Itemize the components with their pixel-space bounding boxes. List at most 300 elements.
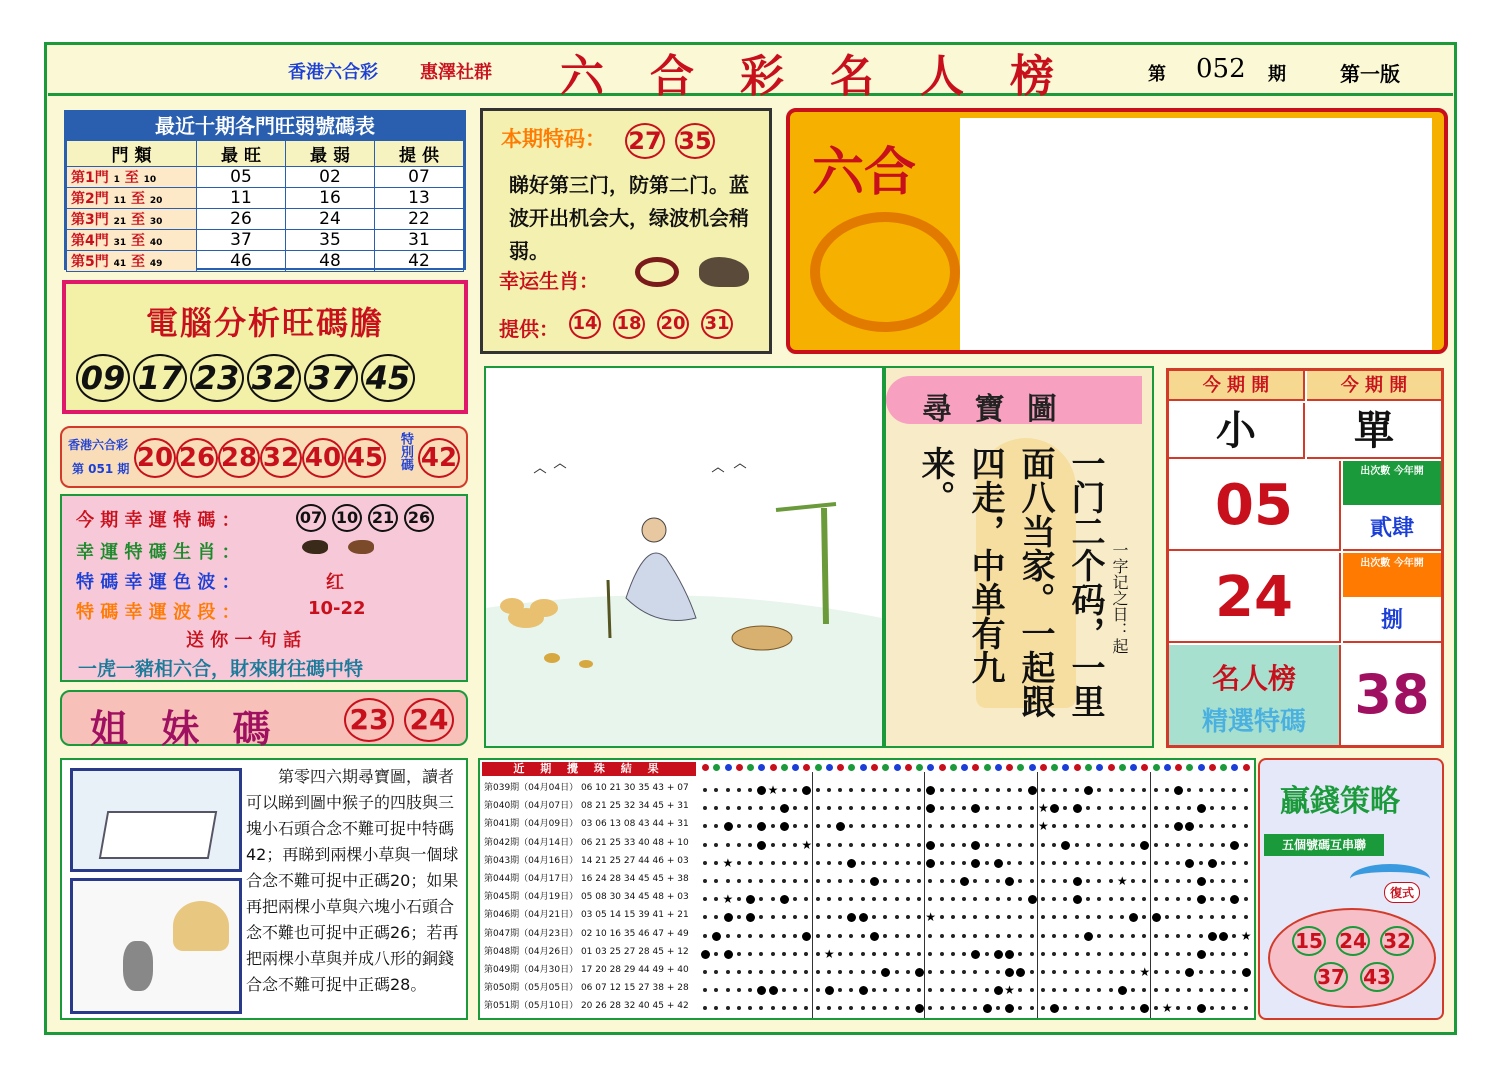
grid-dot [1120, 861, 1124, 865]
lucky-special-label: 今 期 幸 運 特 碼 ： [76, 510, 240, 531]
grid-dot [804, 861, 808, 865]
max-cell: 46 [197, 251, 286, 272]
grid-dot [985, 861, 989, 865]
grid-dot [1154, 861, 1158, 865]
grid-dot [737, 988, 741, 992]
grid-dot [906, 879, 910, 883]
color-ball-header [927, 764, 934, 771]
grid-dot [748, 952, 752, 956]
grid-dot [804, 952, 808, 956]
grid-dot [771, 952, 775, 956]
grid-dot [883, 806, 887, 810]
grid-dot [928, 934, 932, 938]
grid-dot [703, 897, 707, 901]
grid-dot [1063, 988, 1067, 992]
grid-dot [1210, 824, 1214, 828]
grid-dot [759, 934, 763, 938]
grid-dot [872, 970, 876, 974]
hit-marker [1140, 841, 1149, 850]
grid-dot [1086, 897, 1090, 901]
grid-dot [951, 806, 955, 810]
grid-dot [1052, 824, 1056, 828]
hit-marker [994, 986, 1003, 995]
number-ball: 14 [569, 309, 601, 339]
grid-dot [1018, 897, 1022, 901]
grid-dot [793, 897, 797, 901]
grid-dot [872, 824, 876, 828]
grid-dot [928, 824, 932, 828]
grid-dot [1018, 788, 1022, 792]
table-header-row [67, 141, 464, 167]
number-ball: 24 [1336, 926, 1370, 956]
grid-dot [737, 897, 741, 901]
grid-dot [1018, 1006, 1022, 1010]
range-to-label: 至 [131, 254, 146, 270]
grid-divider [812, 772, 813, 1018]
grid-dot [1086, 806, 1090, 810]
grid-dot [1210, 970, 1214, 974]
grid-dot [996, 843, 1000, 847]
grid-dot [906, 824, 910, 828]
grid-dot [793, 861, 797, 865]
grid-dot [861, 806, 865, 810]
hit-marker [1152, 913, 1161, 922]
grid-dot [838, 970, 842, 974]
grid-dot [1210, 788, 1214, 792]
times-label: 出次數 今年開 [1343, 553, 1441, 597]
hit-marker [724, 822, 733, 831]
history-row: 第040期（04月07日） 08 21 25 32 34 45 + 31 [484, 801, 689, 812]
book-illustration [70, 768, 242, 872]
grid-dot [895, 970, 899, 974]
grid-dot [951, 970, 955, 974]
grid-dot [1018, 824, 1022, 828]
grid-dot [1131, 879, 1135, 883]
grid-dot [940, 788, 944, 792]
grid-dot [1109, 897, 1113, 901]
grid-dot [748, 970, 752, 974]
max-cell: 11 [197, 188, 286, 209]
grid-dot [703, 988, 707, 992]
grid-dot [1221, 897, 1225, 901]
grid-dot [917, 952, 921, 956]
number-ball: 32 [1380, 926, 1414, 956]
grid-dot [1187, 843, 1191, 847]
grid-dot [1221, 970, 1225, 974]
grid-dot [1086, 915, 1090, 919]
number-ball: 15 [1292, 926, 1326, 956]
grid-dot [771, 1006, 775, 1010]
times-value: 貳肆 [1343, 507, 1441, 551]
grid-dot [883, 952, 887, 956]
color-ball-header [894, 764, 901, 771]
grid-dot [714, 879, 718, 883]
grid-dot [1187, 915, 1191, 919]
treasure-title: 尋 寶 圖 [922, 392, 1063, 427]
grid-dot [1176, 843, 1180, 847]
history-row: 第041期（04月09日） 03 06 13 08 43 44 + 31 [484, 819, 689, 830]
range-to-label: 至 [124, 170, 139, 186]
grid-dot [1142, 915, 1146, 919]
snake-icon [635, 257, 679, 287]
grid-dot [1109, 879, 1113, 883]
grid-dot [1063, 861, 1067, 865]
grid-dot [1221, 824, 1225, 828]
hit-marker [780, 804, 789, 813]
number-ball: 40 [302, 438, 344, 478]
famous-box [1169, 645, 1341, 745]
scene-illustration [484, 366, 884, 748]
hit-marker [1073, 804, 1082, 813]
grid-dot [1041, 897, 1045, 901]
grid-dot [703, 843, 707, 847]
grid-dot [1007, 824, 1011, 828]
grid-dot [917, 843, 921, 847]
grid-dot [849, 952, 853, 956]
last-issue: 第 051 期 [72, 462, 130, 476]
grid-dot [928, 879, 932, 883]
grid-dot [793, 879, 797, 883]
grid-dot [1187, 952, 1191, 956]
grid-dot [1097, 897, 1101, 901]
grid-dot [985, 824, 989, 828]
number-ball: 37 [304, 354, 358, 402]
grid-dot [737, 970, 741, 974]
grid-dot [714, 861, 718, 865]
hit-marker [971, 950, 980, 959]
grid-dot [962, 915, 966, 919]
grid-dot [1018, 915, 1022, 919]
grid-dot [996, 788, 1000, 792]
grid-dot [1018, 861, 1022, 865]
scene-svg [486, 368, 882, 746]
grid-dot [737, 788, 741, 792]
grid-dot [951, 988, 955, 992]
grid-dot [1030, 824, 1034, 828]
color-ball-header [702, 764, 709, 771]
color-ball-header [848, 764, 855, 771]
range-to: 20 [149, 196, 163, 206]
special-marker: ★ [1240, 928, 1252, 943]
hit-marker [1050, 1004, 1059, 1013]
grid-dot [1041, 788, 1045, 792]
hit-marker [1140, 1004, 1149, 1013]
grid-dot [861, 1006, 865, 1010]
grid-dot [838, 861, 842, 865]
grid-dot [748, 879, 752, 883]
grid-dot [962, 952, 966, 956]
computer-title: 電腦分析旺碼膽 [145, 304, 384, 342]
grid-dot [827, 843, 831, 847]
hit-marker [1005, 968, 1014, 977]
grid-dot [906, 970, 910, 974]
grid-dot [1187, 879, 1191, 883]
last-results-panel [60, 426, 468, 488]
grid-dot [895, 843, 899, 847]
color-ball-header [826, 764, 833, 771]
grid-dot [782, 934, 786, 938]
color-ball-header [1085, 764, 1092, 771]
grid-dot [1244, 952, 1248, 956]
grid-dot [1097, 988, 1101, 992]
grid-dot [895, 824, 899, 828]
grid-dot [771, 934, 775, 938]
hit-marker [746, 895, 755, 904]
gate-cell [67, 188, 197, 209]
grid-dot [703, 1006, 707, 1010]
grid-dot [883, 824, 887, 828]
range-to: 40 [149, 238, 163, 248]
grid-dot [1142, 788, 1146, 792]
gate-label: 第3門 [71, 212, 109, 228]
lucky-panel [60, 494, 468, 682]
grid-dot [827, 806, 831, 810]
grid-dot [883, 843, 887, 847]
grid-dot [1030, 934, 1034, 938]
grid-dot [703, 934, 707, 938]
grid-dot [1109, 915, 1113, 919]
history-row: 第050期（05月05日） 06 07 12 15 27 38 + 28 [484, 983, 689, 994]
color-ball-header [1074, 764, 1081, 771]
grid-dot [1165, 934, 1169, 938]
grid-dot [917, 915, 921, 919]
recommended-number: 05 [1169, 461, 1341, 551]
hit-marker [757, 786, 766, 795]
grid-dot [782, 843, 786, 847]
grid-dot [726, 788, 730, 792]
grid-dot [1244, 843, 1248, 847]
grid-dot [1165, 824, 1169, 828]
grid-dot [940, 1006, 944, 1010]
grid-dot [1232, 915, 1236, 919]
sister-label: 姐 妹 碼 [90, 706, 281, 751]
grid-dot [1154, 824, 1158, 828]
grid-dot [816, 806, 820, 810]
grid-dot [1007, 843, 1011, 847]
grid-dot [759, 952, 763, 956]
grid-dot [737, 861, 741, 865]
hit-marker [1174, 822, 1183, 831]
grid-dot [940, 934, 944, 938]
size-value: 小 [1169, 403, 1305, 459]
grid-dot [804, 897, 808, 901]
grid-dot [1154, 806, 1158, 810]
zodiac-animal-icons [302, 538, 374, 559]
grid-dot [1097, 788, 1101, 792]
grid-dot [726, 1006, 730, 1010]
grid-dot [1086, 824, 1090, 828]
lucky-zodiac-title: 幸运生肖： [499, 269, 599, 293]
grid-dot [804, 806, 808, 810]
grid-dot [804, 879, 808, 883]
range-to-label: 至 [131, 191, 146, 207]
grid-dot [1244, 988, 1248, 992]
grid-dot [827, 824, 831, 828]
grid-dot [737, 915, 741, 919]
grid-dot [1232, 970, 1236, 974]
grid-dot [1109, 1006, 1113, 1010]
grid-dot [1210, 843, 1214, 847]
grid-dot [1187, 806, 1191, 810]
grid-dot [996, 897, 1000, 901]
grid-dot [917, 824, 921, 828]
sister-ball: 24 [404, 698, 454, 742]
color-ball-header [1198, 764, 1205, 771]
grid-dot [771, 879, 775, 883]
offer-cell: 07 [375, 167, 464, 188]
grid-dot [1120, 843, 1124, 847]
grid-dot [872, 897, 876, 901]
color-ball-header [1062, 764, 1069, 771]
grid-dot [940, 952, 944, 956]
grid-dot [703, 915, 707, 919]
strategy-panel [1258, 758, 1444, 1020]
grid-dot [1210, 1006, 1214, 1010]
history-title: 近 期 攪 珠 結 果 [482, 762, 696, 776]
grid-dot [1030, 806, 1034, 810]
grid-dot [1041, 1006, 1045, 1010]
grid-dot [726, 988, 730, 992]
grid-dot [940, 806, 944, 810]
poem-line: 一里面八当家。 [1015, 446, 1105, 718]
grid-dot [1097, 1006, 1101, 1010]
treasure-map-panel [884, 366, 1154, 748]
grid-dot [1120, 1006, 1124, 1010]
grid-dot [793, 970, 797, 974]
grid-dot [1131, 1006, 1135, 1010]
grid-dot [726, 879, 730, 883]
grid-dot [951, 861, 955, 865]
grid-dot [1086, 1006, 1090, 1010]
grid-dot [883, 988, 887, 992]
grid-dot [872, 788, 876, 792]
color-ball-header [1175, 764, 1182, 771]
number-ball: 45 [361, 354, 415, 402]
grid-dot [1176, 970, 1180, 974]
grid-dot [951, 897, 955, 901]
grid-dot [1120, 788, 1124, 792]
number-ball: 45 [344, 438, 386, 478]
grid-dot [951, 934, 955, 938]
grid-dot [748, 861, 752, 865]
color-ball-header [905, 764, 912, 771]
grid-dot [1165, 970, 1169, 974]
range-to: 49 [149, 259, 163, 269]
grid-dot [1007, 788, 1011, 792]
org-name: 香港六合彩 [288, 62, 378, 83]
hit-marker [757, 822, 766, 831]
grid-dot [1063, 897, 1067, 901]
grid-dot [1120, 934, 1124, 938]
grid-dot [1221, 915, 1225, 919]
grid-dot [816, 788, 820, 792]
thumbnail-illustration [70, 878, 242, 1014]
color-ball-header [1051, 764, 1058, 771]
grid-dot [1109, 824, 1113, 828]
color-ball-header [1209, 764, 1216, 771]
grid-dot [849, 879, 853, 883]
grid-dot [895, 806, 899, 810]
grid-dot [872, 952, 876, 956]
grid-dot [726, 843, 730, 847]
selected-label: 精選特碼 [1201, 707, 1306, 737]
grid-dot [1210, 988, 1214, 992]
grid-dot [849, 788, 853, 792]
special-marker: ★ [722, 855, 734, 870]
grid-dot [748, 806, 752, 810]
max-cell: 26 [197, 209, 286, 230]
saying-text: 一虎一豬相六合，財來財往碼中特 [78, 658, 364, 680]
special-advice: 睇好第三门，防第二门。蓝波开出机会大，绿波机会稍弱。 [509, 173, 749, 263]
grid-dot [928, 988, 932, 992]
grid-dot [816, 970, 820, 974]
grid-dot [1120, 970, 1124, 974]
grid-dot [804, 970, 808, 974]
grid-dot [940, 861, 944, 865]
grid-dot [771, 824, 775, 828]
grid-dot [1176, 1006, 1180, 1010]
grid-dot [1086, 843, 1090, 847]
history-row: 第039期（04月04日） 06 10 21 30 35 43 + 07 [484, 783, 689, 793]
grid-dot [906, 915, 910, 919]
history-row: 第046期（04月21日） 03 05 14 15 39 41 + 21 [484, 910, 689, 921]
banner-logo: 六合 [812, 142, 917, 203]
grid-dot [726, 934, 730, 938]
figure-icon [123, 941, 153, 991]
hit-marker [847, 859, 856, 868]
gate-label: 第2門 [71, 191, 109, 207]
grid-dot [714, 806, 718, 810]
grid-dot [816, 934, 820, 938]
grid-dot [1109, 806, 1113, 810]
grid-dot [1221, 879, 1225, 883]
grid-dot [748, 788, 752, 792]
grid-dot [1221, 1006, 1225, 1010]
history-row: 第049期（04月30日） 17 20 28 29 44 49 + 40 [484, 965, 689, 975]
grid-dot [973, 824, 977, 828]
last-numbers [134, 438, 386, 478]
number-ball: 23 [190, 354, 244, 402]
grid-dot [872, 988, 876, 992]
grid-dot [703, 806, 707, 810]
grid-dot [917, 788, 921, 792]
hit-marker [994, 950, 1003, 959]
color-ball-header [815, 764, 822, 771]
number-ball: 18 [613, 309, 645, 339]
gate-label: 第1門 [71, 170, 109, 186]
grid-dot [1007, 915, 1011, 919]
gate-cell [67, 167, 197, 188]
grid-dot [1007, 897, 1011, 901]
offer-cell: 13 [375, 188, 464, 209]
grid-dot [1210, 806, 1214, 810]
grid-dot [1176, 915, 1180, 919]
grid-dot [1232, 934, 1236, 938]
grid-dot [1244, 897, 1248, 901]
grid-dot [962, 1006, 966, 1010]
grid-dot [1075, 788, 1079, 792]
grid-dot [703, 861, 707, 865]
special-marker: ★ [1116, 874, 1128, 888]
grid-dot [872, 915, 876, 919]
grid-dot [951, 1006, 955, 1010]
grid-dot [793, 952, 797, 956]
grid-dot [1131, 824, 1135, 828]
grid-dot [759, 1006, 763, 1010]
color-ball-header [1141, 764, 1148, 771]
grid-dot [1063, 806, 1067, 810]
grid-dot [838, 843, 842, 847]
